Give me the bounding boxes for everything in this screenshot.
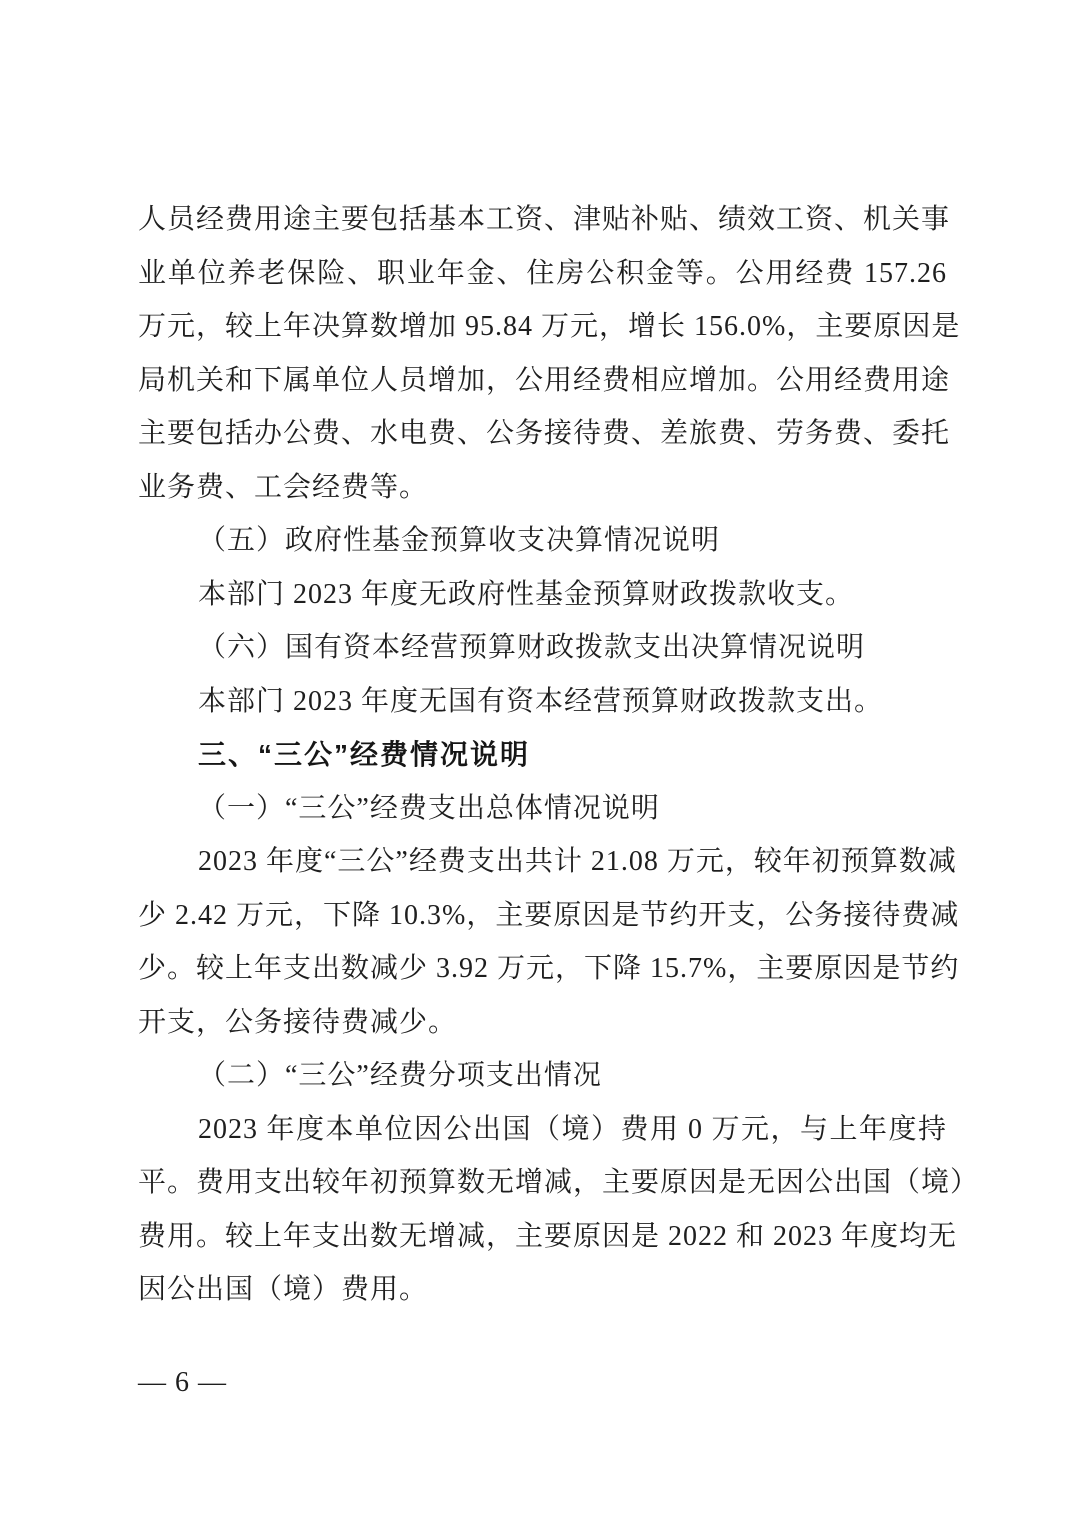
paragraph-line: 局机关和下属单位人员增加，公用经费相应增加。公用经费用途 xyxy=(138,364,951,396)
section-heading-6: （六）国有资本经营预算财政拨款支出决算情况说明 xyxy=(198,632,866,663)
paragraph-line: 业单位养老保险、职业年金、住房公积金等。公用经费 157.26 xyxy=(138,257,947,289)
chapter-heading-three-public: 三、“三公”经费情况说明 xyxy=(198,739,531,770)
paragraph-line: 少 2.42 万元，下降 10.3%，主要原因是节约开支，公务接待费减 xyxy=(138,899,960,931)
section-heading-2: （二）“三公”经费分项支出情况 xyxy=(198,1060,602,1091)
section-heading-1: （一）“三公”经费支出总体情况说明 xyxy=(198,792,660,824)
paragraph-line: 开支，公务接待费减少。 xyxy=(138,1006,458,1038)
paragraph-line: 平。费用支出较年初预算数无增减，主要原因是无因公出国（境） xyxy=(138,1167,980,1198)
section-heading-5: （五）政府性基金预算收支决算情况说明 xyxy=(198,525,721,556)
paragraph-line: 2023 年度“三公”经费支出共计 21.08 万元，较年初预算数减 xyxy=(198,846,957,877)
paragraph-line: 费用。较上年支出数无增减，主要原因是 2022 和 2023 年度均无 xyxy=(138,1220,958,1252)
paragraph-line: 2023 年度本单位因公出国（境）费用 0 万元，与上年度持 xyxy=(198,1113,947,1145)
paragraph-line: 少。较上年支出数减少 3.92 万元，下降 15.7%，主要原因是节约 xyxy=(138,953,960,984)
paragraph-line: 人员经费用途主要包括基本工资、津贴补贴、绩效工资、机关事 xyxy=(138,204,951,235)
paragraph-line: 主要包括办公费、水电费、公务接待费、差旅费、劳务费、委托 xyxy=(138,418,951,449)
paragraph-line: 业务费、工会经费等。 xyxy=(138,471,429,503)
paragraph-line: 本部门 2023 年度无国有资本经营预算财政拨款支出。 xyxy=(198,685,884,717)
text-block xyxy=(138,193,980,1317)
paragraph-line: 本部门 2023 年度无政府性基金预算财政拨款收支。 xyxy=(198,578,855,610)
page-number: — 6 — xyxy=(138,1367,227,1398)
paragraph-line: 万元，较上年决算数增加 95.84 万元，增长 156.0%，主要原因是 xyxy=(138,311,961,342)
paragraph-line: 因公出国（境）费用。 xyxy=(138,1274,429,1305)
